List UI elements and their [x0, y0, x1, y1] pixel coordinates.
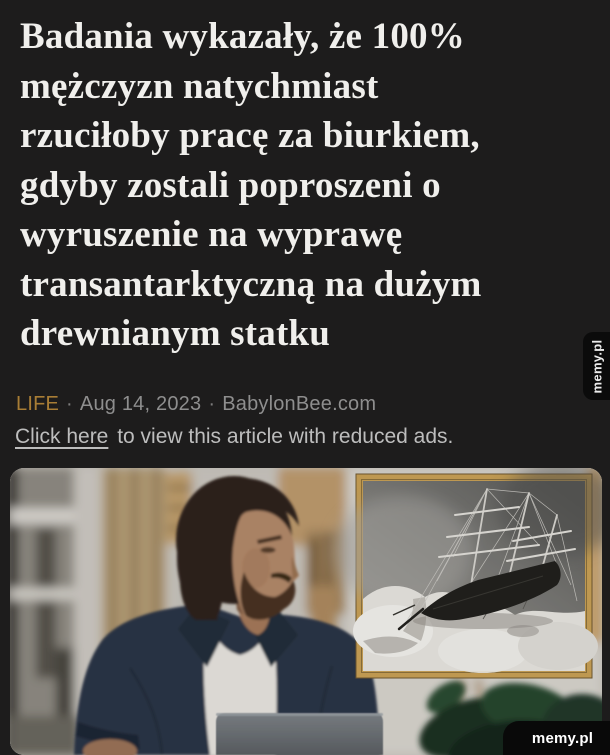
link-line-text: to view this article with reduced ads.: [117, 425, 454, 448]
category-label: LIFE: [16, 393, 60, 415]
headline-line: rzuciłoby pracę za biurkiem,: [20, 115, 480, 156]
headline-line: gdyby zostali poproszeni o: [20, 164, 441, 206]
article-source: BabylonBee.com: [222, 393, 377, 415]
office-scene-illustration: [10, 468, 602, 755]
photo-dim-overlay: [10, 468, 602, 755]
headline-line: drewnianym statku: [20, 313, 331, 354]
byline-separator: ·: [66, 393, 73, 415]
corner-watermark-label: memy.pl: [531, 729, 594, 747]
article-link-line: [15, 425, 453, 449]
headline-line: wyruszenie na wyprawę: [20, 214, 403, 255]
article-date: Aug 14, 2023: [79, 393, 202, 415]
reduced-ads-link[interactable]: Click here: [15, 425, 109, 448]
corner-watermark-badge: [503, 721, 610, 755]
byline-separator: ·: [208, 393, 216, 415]
headline-line: transantarktyczną na dużym: [20, 263, 482, 305]
headline-line: mężczyzn natychmiast: [20, 65, 379, 107]
article-byline: [16, 393, 376, 416]
side-watermark-label: memy.pl: [589, 339, 605, 393]
headline-line: Badania wykazały, że 100%: [20, 16, 465, 57]
article-hero-image: [10, 468, 602, 755]
article-headline: [20, 12, 482, 359]
side-watermark-badge: [583, 332, 610, 400]
